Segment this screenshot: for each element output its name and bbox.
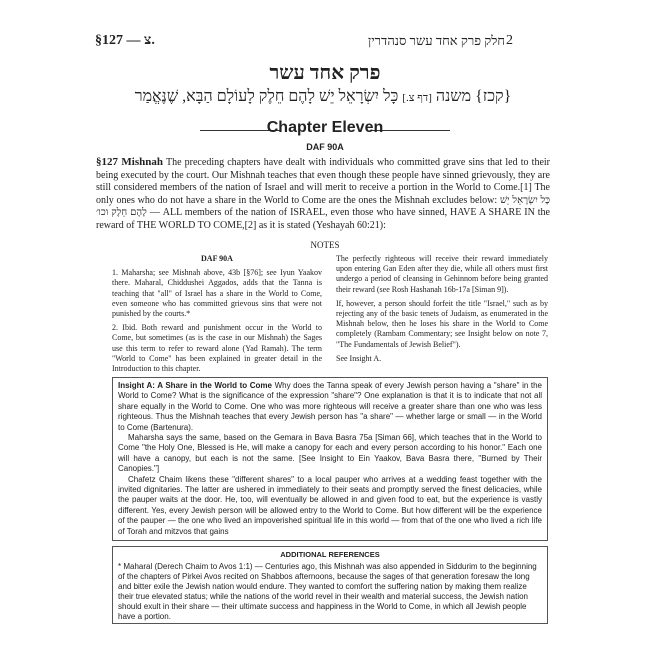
hebrew-mishnah-line	[96, 88, 550, 106]
note-continuation-1: The perfectly righteous will receive their reward immediately upon entering Gan Eden after they die, while all others must first undergo a period of cleansing in Gehinnom before being granted their reward (see Rosh Hashanah 16b-17a [Siman 9]).	[336, 254, 548, 294]
insight-paragraph-3: Chafetz Chaim likens these "different shares" to a local pauper who arrives at a wedding feast together with the invited dignitaries. The latter are ushered in immediately to their seats and promptly served the finest delicacies, while the pauper waits at the door. He, too, will eventually be allowed in and given food to eat, but the experience is vastly different. Yes, every Jewish person will be allowed entry to the World to Come. But how different will be the experience of the pauper — the one who lived an impoverished spiritual life in this world — from that of the one who lived a rich life of Torah and mitzvos that gains	[118, 474, 542, 536]
note-continuation-2: If, however, a person should forfeit the title "Israel," such as by rejecting any of the basic tenets of Judaism, as enumerated in the Mishnah below, then he loses his share in the World to Come completely (Rambam Commentary; see Insight below on note 7, "The Fundamentals of Jewish Belief").	[336, 298, 548, 349]
notes-title: NOTES	[310, 240, 340, 250]
intro-text: The preceding chapters have dealt with individuals who committed grave sins that led to their being executed by the court. Our Mishnah teaches that even though these people have sinned grievously, they are still considered members of the nation of Israel and will merit to receive a portion in the World to Come.[1] The only ones who do not have a share in the World to Come are the ones the Mishnah excludes below:	[96, 157, 550, 206]
note-continuation-3: See Insight A.	[336, 353, 382, 363]
note-1: 1. Maharsha; see Mishnah above, 43b [§76]; see Iyun Yaakov there. Maharal, Chiddushei Aggados, adds that the Tanna is teaching that "all" of Israel has a share in the World to Come, even someone who has committed grievous sins that were not punished by the courts.*	[112, 268, 322, 319]
note-2: 2. Ibid. Both reward and punishment occur in the World to Come, but sometimes (as is the case in our Mishnah) the Sages use this term to refer to reward alone (Yad Ramah). The term "World to Come" has been explained in greater detail in the Introduction to this chapter.	[112, 323, 322, 374]
notes-daf-label: DAF 90A	[201, 254, 233, 263]
additional-references-text: * Maharal (Derech Chaim to Avos 1:1) — Centuries ago, this Mishnah was also appended in Siddurim to the beginning of the chapters of Pirkei Avos recited on Shabbos afternoons, because the sages of that generation foresaw the long and bitter exile the Jewish nation would endure. They wanted to comfort the suffering nation by making them realize their true elevated status; while the nations of the world revel in their wealth and material success, the Jewish nation should exult in their share — their ultimate success and happiness in the World to Come, in which all Jewish people have a portion.	[118, 562, 537, 621]
hebrew-mishnah-label: {קכז} משנה	[435, 88, 512, 105]
insight-box	[112, 377, 548, 541]
running-header-section: §127 — צ.	[95, 33, 155, 48]
insight-paragraph-1: Why does the Tanna speak of every Jewish person having a "share" in the World to Come? What is the significance of the expression "share"? One explanation is that it is to indicate that not all share equally in the World to Come. One who was more righteous will receive a greater share than one who was less righteous. Thus the Mishnah teaches that every Jewish person has "a share" — whether large or small — in the World to Come (Bartenura).	[118, 381, 543, 432]
insight-paragraph-2: Maharsha says the same, based on the Gemara in Bava Basra 75a [Siman 66], which teaches that in the World to Come "the Holy One, Blessed is He, will make a canopy for each and every person according to his honor." Each one will have a canopy, but each is not the same. [See Insight to Ein Yaakov, Bava Basra there, "Burned by Their Canopies."]	[118, 433, 542, 474]
daf-label: DAF 90A	[306, 142, 344, 152]
running-header-hebrew: חלק פרק אחד עשר סנהדרין	[367, 33, 505, 48]
section-label: §127 Mishnah	[96, 156, 163, 168]
insight-heading: Insight A: A Share in the World to Come	[118, 381, 272, 390]
hebrew-daf-ref: [דף צ.]	[402, 92, 432, 104]
additional-references-title: ADDITIONAL REFERENCES	[280, 550, 380, 559]
additional-references-box	[112, 546, 548, 624]
chapter-title: Chapter Eleven	[266, 119, 384, 136]
hebrew-quote: כָּל יִשְׂרָאֵל יֵשׁ לָהֶם חֵלֶק וכו׳	[96, 194, 551, 219]
hebrew-chapter-title: פרק אחד עשר	[269, 62, 381, 84]
notes-column-left	[112, 254, 322, 378]
translation-text: — ALL members of the nation of ISRAEL, even those who have sinned, HAVE A SHARE IN the reward of THE WORLD TO COME,[2] as it is stated (Yeshayah 60:21):	[96, 207, 550, 231]
page-number: 2	[506, 33, 513, 48]
mishnah-translation	[96, 156, 550, 233]
hebrew-mishnah-text: כָּל יִשְׂרָאֵל יֵשׁ לָהֶם חֵלֶק לָעוֹלָם הַבָּא, שֶׁנֶּאֱמַר	[134, 88, 399, 105]
notes-column-right	[336, 254, 548, 368]
